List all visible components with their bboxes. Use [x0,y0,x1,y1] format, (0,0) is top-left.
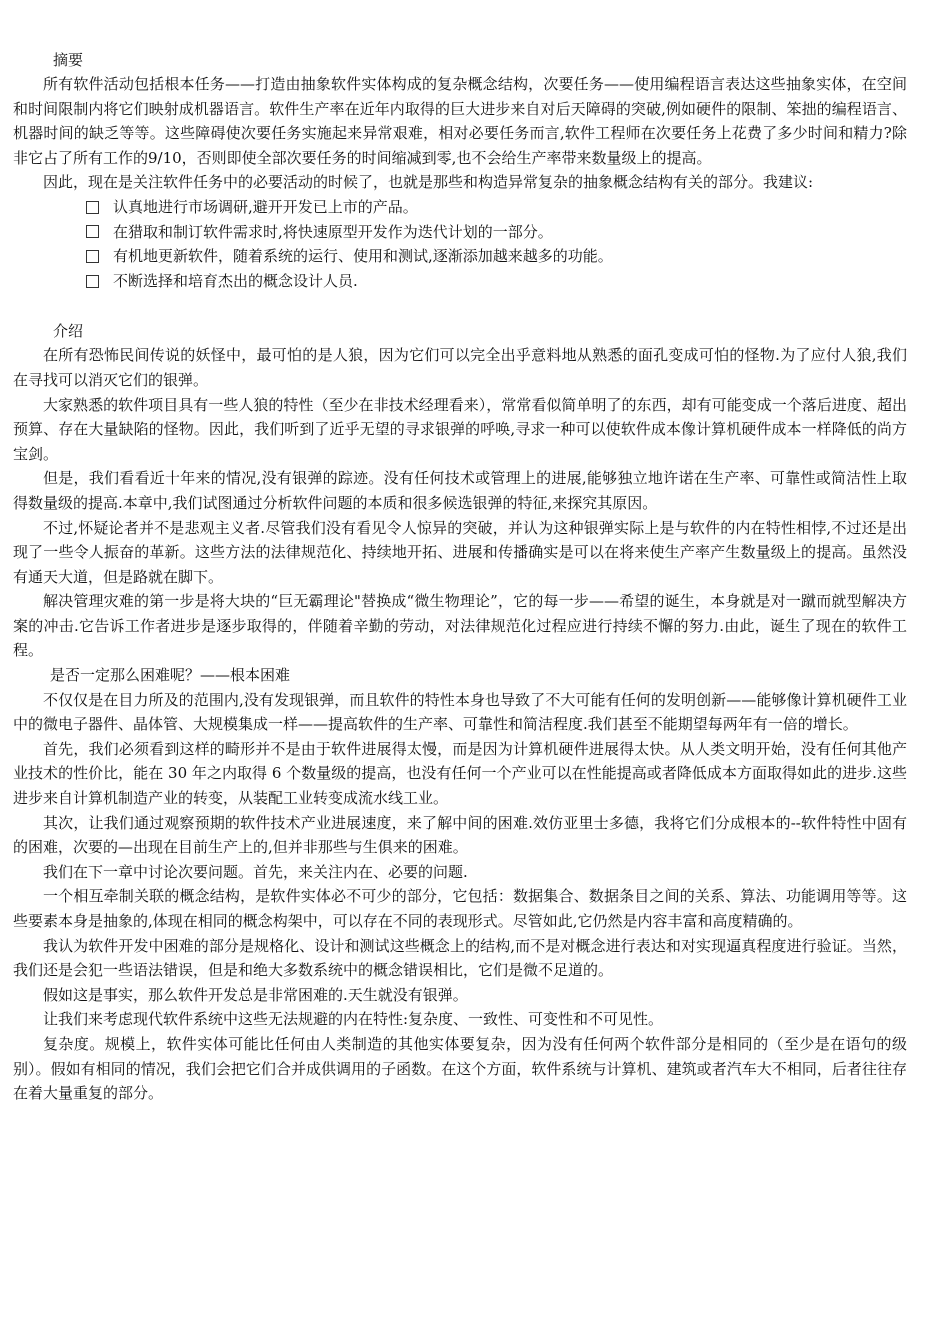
abstract-paragraph: 所有软件活动包括根本任务——打造由抽象软件实体构成的复杂概念结构，次要任务——使用编程语言表达这些抽象实体，在空间和时间限制内将它们映射成机器语言。软件生产率在近年内取得的巨大进步来自对后天障碍的突破,例如硬件的限制、笨拙的编程语言、机器时间的缺乏等等。这些障碍使次要任务实施起来异常艰难，相对必要任务而言,软件工程师在次要任务上花费了多少时间和精力?除非它占了所有工作的9/10，否则即使全部次要任务的时间缩减到零,也不会给生产率带来数量级上的提高。 [13,75,907,167]
list-item [86,244,907,269]
body-paragraph: 不过,怀疑论者并不是悲观主义者.尽管我们没有看见令人惊异的突破，并认为这种银弹实际上是与软件的内在特性相悖,不过还是出现了一些令人振奋的革新。这些方法的法律规范化、持续地开拓、进展和传播确实是可以在将来使生产率产生数量级上的提高。虽然没有通天大道，但是路就在脚下。 [13,518,907,586]
checkbox-square-icon [86,201,99,214]
abstract-section [13,48,907,293]
section-spacer [13,293,907,319]
body-paragraph: 其次，让我们通过观察预期的软件技术产业进展速度，来了解中间的困难.效仿亚里士多德，我将它们分成根本的--软件特性中固有的困难，次要的—出现在目前生产上的,但并非那些与生俱来的困难。 [13,813,907,857]
introduction-heading: 介绍 [53,322,84,341]
body-paragraph: 大家熟悉的软件项目具有一些人狼的特性（至少在非技术经理看来），常常看似简单明了的东西，却有可能变成一个落后进度、超出预算、存在大量缺陷的怪物。因此，我们听到了近乎无望的寻求银弹的呼唤,寻求一种可以使软件成本像计算机硬件成本一样降低的尚方宝剑。 [13,395,907,463]
list-item-text: 认真地进行市场调研,避开开发已上市的产品。 [113,197,418,216]
abstract-paragraph: 因此，现在是关注软件任务中的必要活动的时候了，也就是那些和构造异常复杂的抽象概念结构有关的部分。我建议: [43,173,814,192]
body-paragraph: 首先，我们必须看到这样的畸形并不是由于软件进展得太慢，而是因为计算机硬件进展得太快。从人类文明开始，没有任何其他产业技术的性价比，能在 30 年之内取得 6 个数量级的提高，也没有任何一个产业可以在性能提高或者降低成本方面取得如此的进步.这些 进步来自计算机制造产业的转变，从装配工业转变成流水线工业。 [13,739,907,808]
body-paragraph: 在所有恐怖民间传说的妖怪中，最可怕的是人狼，因为它们可以完全出乎意料地从熟悉的面孔变成可怕的怪物.为了应付人狼,我们在寻找可以消灭它们的银弹。 [13,346,907,389]
body-paragraph: 我认为软件开发中困难的部分是规格化、设计和测试这些概念上的结构,而不是对概念进行表达和对实现逼真程度进行验证。当然，我们还是会犯一些语法错误，但是和绝大多数系统中的概念错误相比，它们是微不足道的。 [13,936,907,980]
section-subheading: 是否一定那么困难呢？——根本困难 [50,666,291,685]
introduction-section [13,319,907,1105]
list-item [86,195,907,220]
checkbox-square-icon [86,225,99,238]
abstract-heading: 摘要 [53,51,84,69]
list-item [86,269,907,294]
body-paragraph: 但是，我们看看近十年来的情况,没有银弹的踪迹。没有任何技术或管理上的进展,能够独立地许诺在生产率、可靠性或简洁性上取得数量级的提高.本章中,我们试图通过分析软件问题的本质和很多候选银弹的特征,来探究其原因。 [13,469,907,512]
body-paragraph: 一个相互牵制关联的概念结构，是软件实体必不可少的部分，它包括：数据集合、数据条目之间的关系、算法、功能调用等等。这些要素本身是抽象的,体现在相同的概念构架中，可以存在不同的表现形式。尽管如此,它仍然是内容丰富和高度精确的。 [13,887,907,930]
body-paragraph: 我们在下一章中讨论次要问题。首先，来关注内在、必要的问题. [43,862,468,881]
list-item-text: 在猎取和制订软件需求时,将快速原型开发作为迭代计划的一部分。 [113,222,553,241]
document-page [13,48,907,1106]
body-paragraph: 假如这是事实，那么软件开发总是非常困难的.天生就没有银弹。 [43,985,468,1004]
list-item [86,220,907,245]
body-paragraph: 复杂度。规模上，软件实体可能比任何由人类制造的其他实体要复杂，因为没有任何两个软件部分是相同的（至少是在语句的级别）。假如有相同的情况，我们会把它们合并成供调用的子函数。在这个方面，软件系统与计算机、建筑或者汽车大不相同，后者往往存在着大量重复的部分。 [13,1034,907,1103]
list-item-text: 不断选择和培育杰出的概念设计人员. [113,271,358,290]
body-paragraph: 让我们来考虑现代软件系统中这些无法规避的内在特性:复杂度、一致性、可变性和不可见性。 [43,1010,664,1029]
checkbox-square-icon [86,275,99,288]
body-paragraph: 解决管理灾难的第一步是将大块的“巨无霸理论"替换成“微生物理论”，它的每一步——希望的诞生，本身就是对一蹴而就型解决方案的冲击.它告诉工作者进步是逐步取得的，伴随着辛勤的劳动，对法律规范化过程应进行持续不懈的努力.由此，诞生了现在的软件工程。 [13,592,907,660]
body-paragraph: 不仅仅是在目力所及的范围内,没有发现银弹，而且软件的特性本身也导致了不大可能有任何的发明创新——能够像计算机硬件工业中的微电子器件、晶体管、大规模集成一样——提高软件的生产率、可靠性和简洁程度.我们甚至不能期望每两年有一倍的增长。 [13,690,907,734]
recommendation-list [13,195,907,293]
checkbox-square-icon [86,250,99,263]
list-item-text: 有机地更新软件，随着系统的运行、使用和测试,逐渐添加越来越多的功能。 [113,247,613,266]
